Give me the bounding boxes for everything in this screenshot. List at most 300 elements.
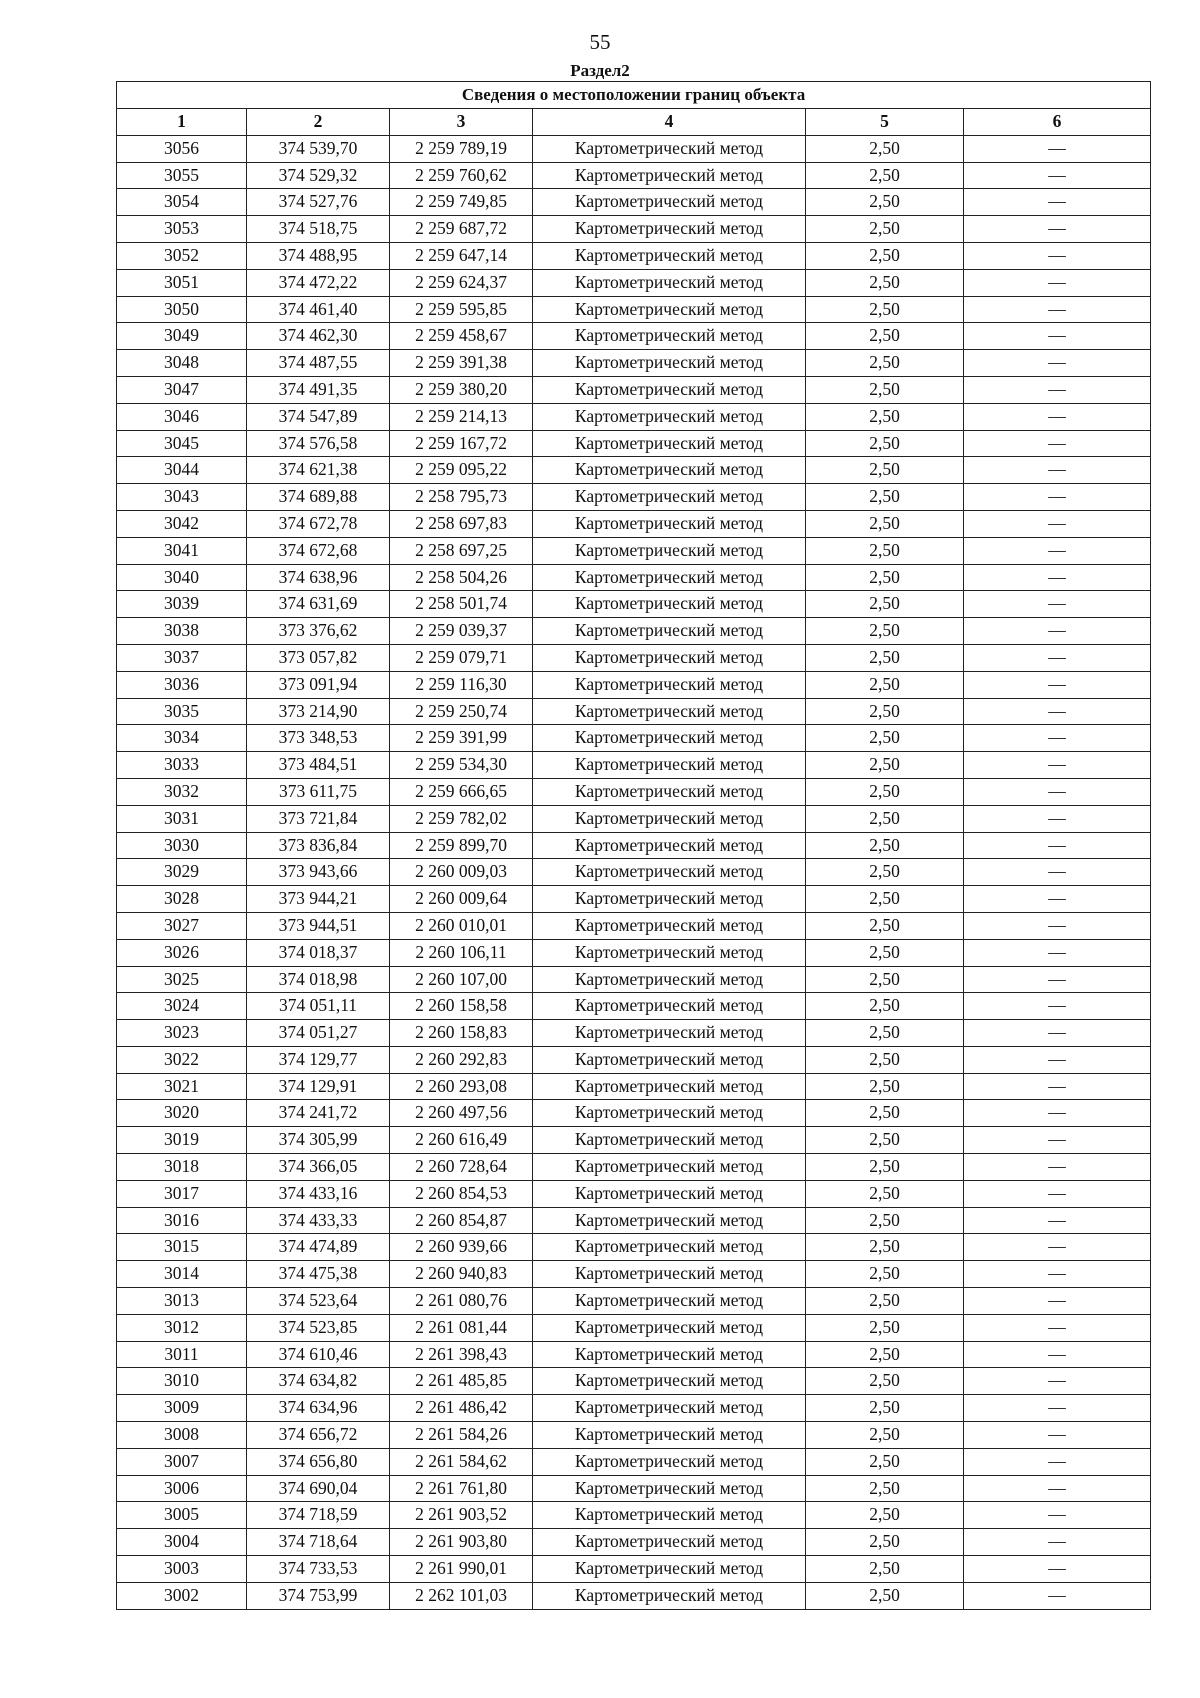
description-cell: —	[964, 1529, 1151, 1556]
accuracy-cell: 2,50	[806, 752, 964, 779]
accuracy-cell: 2,50	[806, 1046, 964, 1073]
point-number-cell: 3019	[117, 1127, 247, 1154]
table-row	[117, 859, 1151, 886]
method-cell: Картометрический метод	[533, 1020, 806, 1047]
y-coordinate-cell: 2 260 292,83	[390, 1046, 533, 1073]
y-coordinate-cell: 2 260 009,64	[390, 886, 533, 913]
method-cell: Картометрический метод	[533, 242, 806, 269]
description-cell: —	[964, 618, 1151, 645]
x-coordinate-cell: 374 634,82	[247, 1368, 390, 1395]
description-cell: —	[964, 698, 1151, 725]
x-coordinate-cell: 374 433,16	[247, 1180, 390, 1207]
table-row	[117, 1314, 1151, 1341]
method-cell: Картометрический метод	[533, 403, 806, 430]
table-row	[117, 269, 1151, 296]
description-cell: —	[964, 1127, 1151, 1154]
accuracy-cell: 2,50	[806, 591, 964, 618]
table-row	[117, 1395, 1151, 1422]
x-coordinate-cell: 373 214,90	[247, 698, 390, 725]
method-cell: Картометрический метод	[533, 1073, 806, 1100]
method-cell: Картометрический метод	[533, 1341, 806, 1368]
x-coordinate-cell: 374 487,55	[247, 350, 390, 377]
method-cell: Картометрический метод	[533, 269, 806, 296]
method-cell: Картометрический метод	[533, 1180, 806, 1207]
point-number-cell: 3030	[117, 832, 247, 859]
method-cell: Картометрический метод	[533, 189, 806, 216]
table-row	[117, 698, 1151, 725]
point-number-cell: 3016	[117, 1207, 247, 1234]
y-coordinate-cell: 2 262 101,03	[390, 1582, 533, 1609]
method-cell: Картометрический метод	[533, 859, 806, 886]
point-number-cell: 3038	[117, 618, 247, 645]
description-cell: —	[964, 993, 1151, 1020]
point-number-cell: 3050	[117, 296, 247, 323]
method-cell: Картометрический метод	[533, 886, 806, 913]
description-cell: —	[964, 296, 1151, 323]
table-row	[117, 1502, 1151, 1529]
x-coordinate-cell: 374 690,04	[247, 1475, 390, 1502]
x-coordinate-cell: 373 944,21	[247, 886, 390, 913]
table-row	[117, 1529, 1151, 1556]
description-cell: —	[964, 1368, 1151, 1395]
y-coordinate-cell: 2 261 903,52	[390, 1502, 533, 1529]
accuracy-cell: 2,50	[806, 698, 964, 725]
table-row	[117, 1261, 1151, 1288]
accuracy-cell: 2,50	[806, 886, 964, 913]
table-row	[117, 1046, 1151, 1073]
point-number-cell: 3028	[117, 886, 247, 913]
x-coordinate-cell: 374 631,69	[247, 591, 390, 618]
method-cell: Картометрический метод	[533, 752, 806, 779]
accuracy-cell: 2,50	[806, 1475, 964, 1502]
x-coordinate-cell: 374 488,95	[247, 242, 390, 269]
description-cell: —	[964, 1341, 1151, 1368]
description-cell: —	[964, 376, 1151, 403]
point-number-cell: 3004	[117, 1529, 247, 1556]
accuracy-cell: 2,50	[806, 912, 964, 939]
point-number-cell: 3011	[117, 1341, 247, 1368]
y-coordinate-cell: 2 261 584,62	[390, 1448, 533, 1475]
accuracy-cell: 2,50	[806, 135, 964, 162]
description-cell: —	[964, 484, 1151, 511]
accuracy-cell: 2,50	[806, 778, 964, 805]
y-coordinate-cell: 2 259 789,19	[390, 135, 533, 162]
table-row	[117, 1582, 1151, 1609]
x-coordinate-cell: 374 472,22	[247, 269, 390, 296]
accuracy-cell: 2,50	[806, 966, 964, 993]
x-coordinate-cell: 374 051,27	[247, 1020, 390, 1047]
table-row	[117, 1368, 1151, 1395]
method-cell: Картометрический метод	[533, 350, 806, 377]
method-cell: Картометрический метод	[533, 162, 806, 189]
method-cell: Картометрический метод	[533, 510, 806, 537]
y-coordinate-cell: 2 261 398,43	[390, 1341, 533, 1368]
description-cell: —	[964, 1502, 1151, 1529]
y-coordinate-cell: 2 260 497,56	[390, 1100, 533, 1127]
y-coordinate-cell: 2 260 940,83	[390, 1261, 533, 1288]
accuracy-cell: 2,50	[806, 1127, 964, 1154]
method-cell: Картометрический метод	[533, 1395, 806, 1422]
method-cell: Картометрический метод	[533, 430, 806, 457]
point-number-cell: 3056	[117, 135, 247, 162]
point-number-cell: 3031	[117, 805, 247, 832]
y-coordinate-cell: 2 260 106,11	[390, 939, 533, 966]
method-cell: Картометрический метод	[533, 1127, 806, 1154]
accuracy-cell: 2,50	[806, 1073, 964, 1100]
table-row	[117, 403, 1151, 430]
method-cell: Картометрический метод	[533, 698, 806, 725]
method-cell: Картометрический метод	[533, 135, 806, 162]
table-row	[117, 939, 1151, 966]
description-cell: —	[964, 1234, 1151, 1261]
method-cell: Картометрический метод	[533, 1529, 806, 1556]
method-cell: Картометрический метод	[533, 993, 806, 1020]
description-cell: —	[964, 939, 1151, 966]
method-cell: Картометрический метод	[533, 725, 806, 752]
x-coordinate-cell: 374 462,30	[247, 323, 390, 350]
y-coordinate-cell: 2 259 687,72	[390, 216, 533, 243]
accuracy-cell: 2,50	[806, 189, 964, 216]
y-coordinate-cell: 2 261 903,80	[390, 1529, 533, 1556]
column-number-3: 3	[390, 109, 533, 136]
point-number-cell: 3020	[117, 1100, 247, 1127]
table-row	[117, 323, 1151, 350]
table-row	[117, 564, 1151, 591]
description-cell: —	[964, 752, 1151, 779]
table-row	[117, 376, 1151, 403]
x-coordinate-cell: 374 129,77	[247, 1046, 390, 1073]
point-number-cell: 3002	[117, 1582, 247, 1609]
table-row	[117, 1127, 1151, 1154]
accuracy-cell: 2,50	[806, 805, 964, 832]
point-number-cell: 3035	[117, 698, 247, 725]
table-row	[117, 242, 1151, 269]
x-coordinate-cell: 374 366,05	[247, 1154, 390, 1181]
table-row	[117, 510, 1151, 537]
method-cell: Картометрический метод	[533, 644, 806, 671]
method-cell: Картометрический метод	[533, 1422, 806, 1449]
y-coordinate-cell: 2 259 595,85	[390, 296, 533, 323]
accuracy-cell: 2,50	[806, 939, 964, 966]
accuracy-cell: 2,50	[806, 1314, 964, 1341]
description-cell: —	[964, 135, 1151, 162]
description-cell: —	[964, 1314, 1151, 1341]
point-number-cell: 3052	[117, 242, 247, 269]
description-cell: —	[964, 564, 1151, 591]
y-coordinate-cell: 2 259 214,13	[390, 403, 533, 430]
description-cell: —	[964, 966, 1151, 993]
table-row	[117, 778, 1151, 805]
table-row	[117, 618, 1151, 645]
accuracy-cell: 2,50	[806, 671, 964, 698]
y-coordinate-cell: 2 260 158,83	[390, 1020, 533, 1047]
accuracy-cell: 2,50	[806, 1341, 964, 1368]
y-coordinate-cell: 2 259 079,71	[390, 644, 533, 671]
x-coordinate-cell: 374 433,33	[247, 1207, 390, 1234]
description-cell: —	[964, 1582, 1151, 1609]
method-cell: Картометрический метод	[533, 778, 806, 805]
description-cell: —	[964, 859, 1151, 886]
boundary-coordinates-table	[116, 81, 1151, 1610]
point-number-cell: 3041	[117, 537, 247, 564]
y-coordinate-cell: 2 259 380,20	[390, 376, 533, 403]
point-number-cell: 3043	[117, 484, 247, 511]
table-row	[117, 162, 1151, 189]
point-number-cell: 3014	[117, 1261, 247, 1288]
table-row	[117, 1020, 1151, 1047]
method-cell: Картометрический метод	[533, 1207, 806, 1234]
y-coordinate-cell: 2 260 293,08	[390, 1073, 533, 1100]
table-row	[117, 1234, 1151, 1261]
method-cell: Картометрический метод	[533, 618, 806, 645]
y-coordinate-cell: 2 259 782,02	[390, 805, 533, 832]
table-row	[117, 537, 1151, 564]
method-cell: Картометрический метод	[533, 939, 806, 966]
accuracy-cell: 2,50	[806, 216, 964, 243]
method-cell: Картометрический метод	[533, 1314, 806, 1341]
accuracy-cell: 2,50	[806, 1100, 964, 1127]
accuracy-cell: 2,50	[806, 1395, 964, 1422]
point-number-cell: 3010	[117, 1368, 247, 1395]
description-cell: —	[964, 1556, 1151, 1583]
method-cell: Картометрический метод	[533, 1046, 806, 1073]
description-cell: —	[964, 912, 1151, 939]
accuracy-cell: 2,50	[806, 1288, 964, 1315]
point-number-cell: 3027	[117, 912, 247, 939]
method-cell: Картометрический метод	[533, 457, 806, 484]
page-number: 55	[589, 30, 611, 54]
y-coordinate-cell: 2 258 504,26	[390, 564, 533, 591]
accuracy-cell: 2,50	[806, 1234, 964, 1261]
y-coordinate-cell: 2 259 624,37	[390, 269, 533, 296]
table-row	[117, 591, 1151, 618]
accuracy-cell: 2,50	[806, 323, 964, 350]
x-coordinate-cell: 374 547,89	[247, 403, 390, 430]
description-cell: —	[964, 1261, 1151, 1288]
x-coordinate-cell: 374 539,70	[247, 135, 390, 162]
y-coordinate-cell: 2 261 486,42	[390, 1395, 533, 1422]
x-coordinate-cell: 374 518,75	[247, 216, 390, 243]
method-cell: Картометрический метод	[533, 537, 806, 564]
accuracy-cell: 2,50	[806, 1154, 964, 1181]
point-number-cell: 3051	[117, 269, 247, 296]
table-body	[117, 135, 1151, 1609]
y-coordinate-cell: 2 258 795,73	[390, 484, 533, 511]
point-number-cell: 3029	[117, 859, 247, 886]
y-coordinate-cell: 2 261 584,26	[390, 1422, 533, 1449]
point-number-cell: 3017	[117, 1180, 247, 1207]
description-cell: —	[964, 1475, 1151, 1502]
y-coordinate-cell: 2 261 761,80	[390, 1475, 533, 1502]
table-row	[117, 1207, 1151, 1234]
method-cell: Картометрический метод	[533, 296, 806, 323]
accuracy-cell: 2,50	[806, 725, 964, 752]
y-coordinate-cell: 2 260 107,00	[390, 966, 533, 993]
x-coordinate-cell: 373 836,84	[247, 832, 390, 859]
y-coordinate-cell: 2 261 485,85	[390, 1368, 533, 1395]
point-number-cell: 3055	[117, 162, 247, 189]
description-cell: —	[964, 242, 1151, 269]
x-coordinate-cell: 374 523,64	[247, 1288, 390, 1315]
y-coordinate-cell: 2 259 391,38	[390, 350, 533, 377]
description-cell: —	[964, 510, 1151, 537]
column-number-6: 6	[964, 109, 1151, 136]
x-coordinate-cell: 374 527,76	[247, 189, 390, 216]
accuracy-cell: 2,50	[806, 1368, 964, 1395]
x-coordinate-cell: 374 018,37	[247, 939, 390, 966]
accuracy-cell: 2,50	[806, 1422, 964, 1449]
y-coordinate-cell: 2 260 009,03	[390, 859, 533, 886]
y-coordinate-cell: 2 259 250,74	[390, 698, 533, 725]
accuracy-cell: 2,50	[806, 376, 964, 403]
point-number-cell: 3023	[117, 1020, 247, 1047]
point-number-cell: 3021	[117, 1073, 247, 1100]
description-cell: —	[964, 162, 1151, 189]
accuracy-cell: 2,50	[806, 162, 964, 189]
point-number-cell: 3024	[117, 993, 247, 1020]
point-number-cell: 3013	[117, 1288, 247, 1315]
description-cell: —	[964, 1046, 1151, 1073]
description-cell: —	[964, 1073, 1151, 1100]
description-cell: —	[964, 1180, 1151, 1207]
method-cell: Картометрический метод	[533, 484, 806, 511]
x-coordinate-cell: 374 051,11	[247, 993, 390, 1020]
method-cell: Картометрический метод	[533, 1556, 806, 1583]
point-number-cell: 3003	[117, 1556, 247, 1583]
method-cell: Картометрический метод	[533, 1100, 806, 1127]
y-coordinate-cell: 2 259 534,30	[390, 752, 533, 779]
accuracy-cell: 2,50	[806, 1556, 964, 1583]
point-number-cell: 3040	[117, 564, 247, 591]
y-coordinate-cell: 2 260 854,87	[390, 1207, 533, 1234]
accuracy-cell: 2,50	[806, 430, 964, 457]
y-coordinate-cell: 2 258 697,25	[390, 537, 533, 564]
description-cell: —	[964, 189, 1151, 216]
x-coordinate-cell: 374 018,98	[247, 966, 390, 993]
x-coordinate-cell: 373 091,94	[247, 671, 390, 698]
description-cell: —	[964, 1448, 1151, 1475]
method-cell: Картометрический метод	[533, 805, 806, 832]
description-cell: —	[964, 1100, 1151, 1127]
x-coordinate-cell: 373 348,53	[247, 725, 390, 752]
table-row	[117, 752, 1151, 779]
point-number-cell: 3025	[117, 966, 247, 993]
method-cell: Картометрический метод	[533, 1475, 806, 1502]
description-cell: —	[964, 457, 1151, 484]
point-number-cell: 3048	[117, 350, 247, 377]
accuracy-cell: 2,50	[806, 537, 964, 564]
description-cell: —	[964, 832, 1151, 859]
method-cell: Картометрический метод	[533, 1448, 806, 1475]
description-cell: —	[964, 725, 1151, 752]
accuracy-cell: 2,50	[806, 644, 964, 671]
description-cell: —	[964, 1422, 1151, 1449]
point-number-cell: 3037	[117, 644, 247, 671]
y-coordinate-cell: 2 260 010,01	[390, 912, 533, 939]
column-number-4: 4	[533, 109, 806, 136]
y-coordinate-cell: 2 258 501,74	[390, 591, 533, 618]
method-cell: Картометрический метод	[533, 591, 806, 618]
description-cell: —	[964, 323, 1151, 350]
column-number-1: 1	[117, 109, 247, 136]
table-row	[117, 1180, 1151, 1207]
point-number-cell: 3026	[117, 939, 247, 966]
y-coordinate-cell: 2 261 081,44	[390, 1314, 533, 1341]
y-coordinate-cell: 2 260 939,66	[390, 1234, 533, 1261]
accuracy-cell: 2,50	[806, 269, 964, 296]
y-coordinate-cell: 2 259 116,30	[390, 671, 533, 698]
point-number-cell: 3009	[117, 1395, 247, 1422]
description-cell: —	[964, 430, 1151, 457]
x-coordinate-cell: 374 475,38	[247, 1261, 390, 1288]
point-number-cell: 3006	[117, 1475, 247, 1502]
table-row	[117, 1422, 1151, 1449]
method-cell: Картометрический метод	[533, 323, 806, 350]
method-cell: Картометрический метод	[533, 671, 806, 698]
y-coordinate-cell: 2 259 167,72	[390, 430, 533, 457]
point-number-cell: 3045	[117, 430, 247, 457]
x-coordinate-cell: 374 718,59	[247, 1502, 390, 1529]
x-coordinate-cell: 374 461,40	[247, 296, 390, 323]
method-cell: Картометрический метод	[533, 1288, 806, 1315]
table-row	[117, 644, 1151, 671]
table-row	[117, 671, 1151, 698]
point-number-cell: 3039	[117, 591, 247, 618]
method-cell: Картометрический метод	[533, 1582, 806, 1609]
x-coordinate-cell: 374 672,68	[247, 537, 390, 564]
description-cell: —	[964, 591, 1151, 618]
description-cell: —	[964, 1207, 1151, 1234]
description-cell: —	[964, 1020, 1151, 1047]
description-cell: —	[964, 1395, 1151, 1422]
description-cell: —	[964, 778, 1151, 805]
table-row	[117, 189, 1151, 216]
accuracy-cell: 2,50	[806, 1582, 964, 1609]
method-cell: Картометрический метод	[533, 1234, 806, 1261]
table-caption-row	[117, 82, 1151, 109]
method-cell: Картометрический метод	[533, 1154, 806, 1181]
accuracy-cell: 2,50	[806, 1448, 964, 1475]
x-coordinate-cell: 373 057,82	[247, 644, 390, 671]
x-coordinate-cell: 373 943,66	[247, 859, 390, 886]
method-cell: Картометрический метод	[533, 1368, 806, 1395]
column-number-5: 5	[806, 109, 964, 136]
description-cell: —	[964, 886, 1151, 913]
accuracy-cell: 2,50	[806, 832, 964, 859]
table-row	[117, 805, 1151, 832]
y-coordinate-cell: 2 258 697,83	[390, 510, 533, 537]
table-row	[117, 1475, 1151, 1502]
y-coordinate-cell: 2 259 749,85	[390, 189, 533, 216]
y-coordinate-cell: 2 261 990,01	[390, 1556, 533, 1583]
table-row	[117, 886, 1151, 913]
x-coordinate-cell: 374 718,64	[247, 1529, 390, 1556]
x-coordinate-cell: 373 611,75	[247, 778, 390, 805]
y-coordinate-cell: 2 261 080,76	[390, 1288, 533, 1315]
description-cell: —	[964, 1288, 1151, 1315]
accuracy-cell: 2,50	[806, 859, 964, 886]
table-row	[117, 993, 1151, 1020]
point-number-cell: 3008	[117, 1422, 247, 1449]
point-number-cell: 3036	[117, 671, 247, 698]
accuracy-cell: 2,50	[806, 993, 964, 1020]
point-number-cell: 3033	[117, 752, 247, 779]
x-coordinate-cell: 374 523,85	[247, 1314, 390, 1341]
y-coordinate-cell: 2 259 039,37	[390, 618, 533, 645]
point-number-cell: 3044	[117, 457, 247, 484]
table-row	[117, 216, 1151, 243]
table-row	[117, 725, 1151, 752]
